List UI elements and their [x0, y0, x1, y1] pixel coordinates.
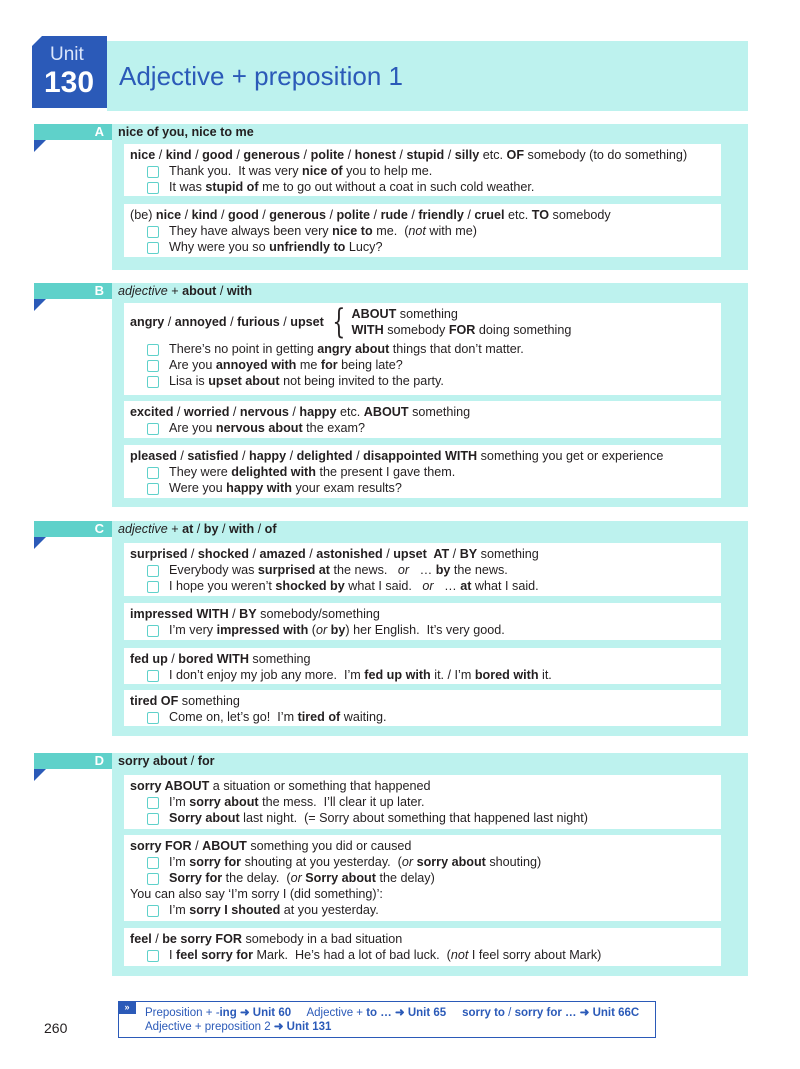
section-letter: C: [94, 521, 104, 536]
example-line: I’m sorry about the mess. I’ll clear it up later.: [130, 794, 715, 810]
section-marker: [34, 537, 46, 549]
example-line: They have always been very nice to me. (not with me): [130, 223, 715, 239]
page-number: 260: [44, 1020, 68, 1036]
rule-box: [124, 690, 721, 726]
title-bar: [107, 41, 748, 111]
example-line: I’m very impressed with (or by) her English. It’s very good.: [130, 622, 715, 638]
example-line: Lisa is upset about not being invited to the party.: [130, 373, 715, 389]
rule-line: nice / kind / good / generous / polite / honest / stupid / silly etc. OF somebody (to do something): [130, 148, 688, 162]
section-b: [34, 283, 748, 507]
example-line: I feel sorry for Mark. He’s had a lot of bad luck. (not I feel sorry about Mark): [130, 947, 715, 963]
rule-box: [124, 928, 721, 966]
unit-badge: [32, 36, 107, 108]
section-heading: adjective + at / by / with / of: [118, 522, 277, 536]
example-line: It was stupid of me to go out without a coat in such cold weather.: [130, 179, 715, 195]
example-line: I hope you weren’t shocked by what I said. or … at what I said.: [130, 578, 715, 594]
corner-fold: [32, 36, 42, 46]
section-letter: A: [94, 124, 104, 139]
example-line: Come on, let’s go! I’m tired of waiting.: [130, 709, 715, 725]
section-a: [34, 124, 748, 270]
rule-line: feel / be sorry FOR somebody in a bad situation: [130, 932, 403, 946]
double-chevron-icon: »: [118, 1001, 136, 1014]
cross-reference-link[interactable]: Adjective + preposition 2 ➜ Unit 131: [145, 1021, 332, 1033]
rule-box: [124, 303, 721, 395]
section-letter: B: [94, 283, 104, 298]
example-line: I don’t enjoy my job any more. I’m fed up with it. / I’m bored with it.: [130, 667, 715, 683]
rule-line: tired OF something: [130, 694, 240, 708]
rule-box: [124, 603, 721, 640]
example-line: Are you nervous about the exam?: [130, 420, 715, 436]
rule-box: [124, 648, 721, 684]
section-heading: sorry about / for: [118, 754, 215, 768]
rule-line: sorry FOR / ABOUT something you did or caused: [130, 839, 412, 853]
cross-reference-links[interactable]: Preposition + -ing ➜ Unit 60 Adjective + to … ➜ Unit 65 sorry to / sorry for … ➜ Unit 66C: [145, 1007, 640, 1019]
rule-box: [124, 144, 721, 196]
section-tab: [34, 124, 112, 140]
example-line: I’m sorry I shouted at you yesterday.: [130, 902, 715, 918]
section-tab: [34, 521, 112, 537]
section-letter: D: [94, 753, 104, 768]
example-line: Thank you. It was very nice of you to help me.: [130, 163, 715, 179]
rule-line: angry / annoyed / furious / upset { ABOUT something WITH somebody FOR doing something: [130, 302, 572, 342]
rule-line: surprised / shocked / amazed / astonished / upset AT / BY something: [130, 547, 539, 561]
rule-box: [124, 401, 721, 438]
rule-box: [124, 835, 721, 921]
rule-line: sorry ABOUT a situation or something that happened: [130, 779, 431, 793]
example-line: Sorry about last night. (= Sorry about something that happened last night): [130, 810, 715, 826]
rule-line: impressed WITH / BY somebody/something: [130, 607, 380, 621]
note-line: You can also say ‘I’m sorry I (did something)’:: [130, 887, 383, 901]
brace-symbol: {: [332, 302, 346, 342]
section-tab: [34, 753, 112, 769]
rule-line: (be) nice / kind / good / generous / polite / rude / friendly / cruel etc. TO somebody: [130, 208, 611, 222]
example-line: Sorry for the delay. (or Sorry about the delay): [130, 870, 715, 886]
example-line: I’m sorry for shouting at you yesterday. (or sorry about shouting): [130, 854, 715, 870]
section-marker: [34, 299, 46, 311]
rule-line: pleased / satisfied / happy / delighted / disappointed WITH something you get or experience: [130, 449, 664, 463]
example-line: There’s no point in getting angry about things that don’t matter.: [130, 341, 715, 357]
cross-reference-box: [118, 1001, 656, 1038]
example-line: Why were you so unfriendly to Lucy?: [130, 239, 715, 255]
rule-line: excited / worried / nervous / happy etc. ABOUT something: [130, 405, 471, 419]
unit-number: 130: [44, 66, 95, 99]
rule-box: [124, 204, 721, 257]
example-line: Were you happy with your exam results?: [130, 480, 715, 496]
section-tab: [34, 283, 112, 299]
section-marker: [34, 769, 46, 781]
example-line: They were delighted with the present I gave them.: [130, 464, 715, 480]
unit-label: Unit: [50, 44, 84, 65]
rule-line: fed up / bored WITH something: [130, 652, 311, 666]
section-heading: adjective + about / with: [118, 284, 253, 298]
rule-box: [124, 775, 721, 829]
example-line: Are you annoyed with me for being late?: [130, 357, 715, 373]
page-title: Adjective + preposition 1: [119, 61, 404, 91]
section-heading: nice of you, nice to me: [118, 125, 254, 139]
rule-box: [124, 445, 721, 498]
section-d: [34, 753, 748, 976]
example-line: Everybody was surprised at the news. or … by the news.: [130, 562, 715, 578]
rule-box: [124, 543, 721, 596]
section-marker: [34, 140, 46, 152]
section-c: [34, 521, 748, 736]
